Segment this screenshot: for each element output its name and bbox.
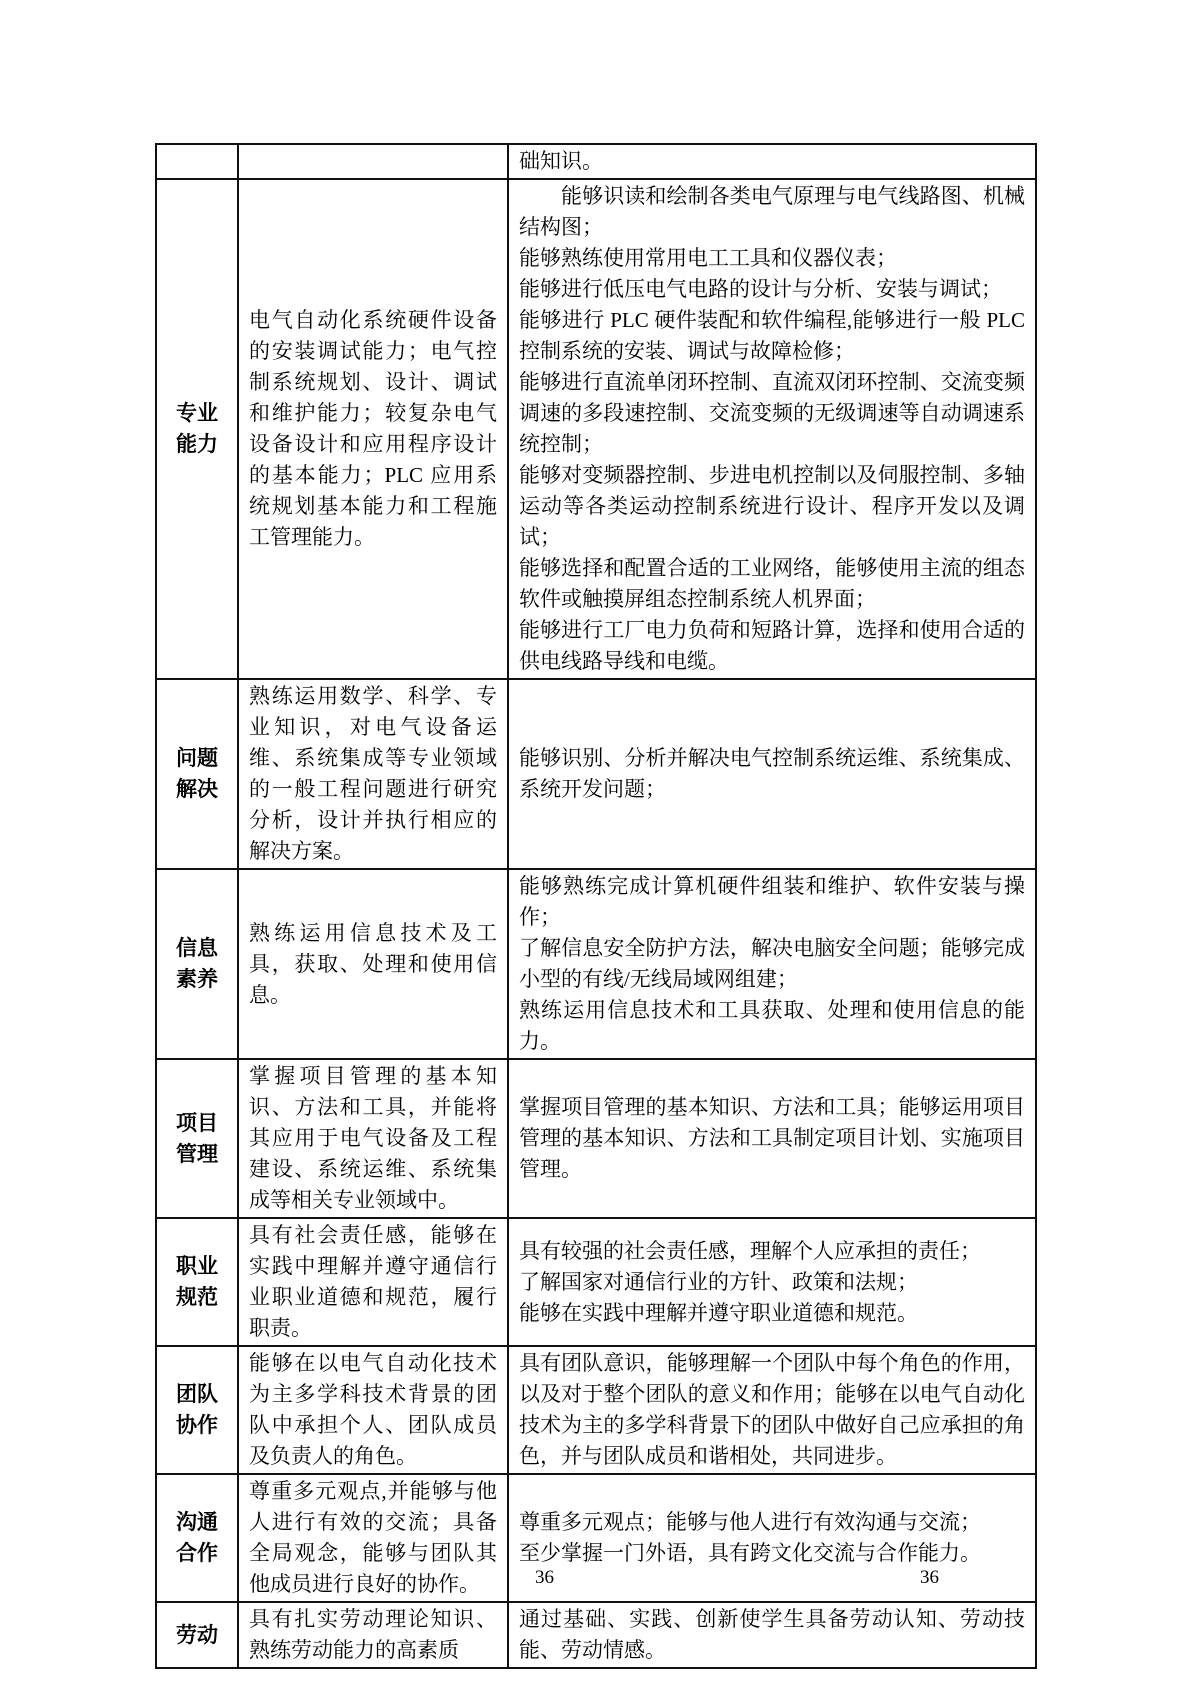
row-general-description	[238, 869, 508, 1059]
row-general-description	[238, 1474, 508, 1602]
table-row	[156, 1602, 1036, 1668]
description-paragraph: 熟练运用数学、科学、专业知识，对电气设备运维、系统集成等专业领域的一般工程问题进行研究分析，设计并执行相应的解决方案。	[249, 684, 497, 863]
row-detail-requirements	[508, 1059, 1036, 1218]
description-paragraph: 电气自动化系统硬件设备的安装调试能力；电气控制系统规划、设计、调试和维护能力；较复杂电气设备设计和应用程序设计的基本能力；PLC 应用系统规划基本能力和工程施工管理能力。	[249, 308, 497, 549]
detail-paragraph: 能够进行 PLC 硬件装配和软件编程,能够进行一般 PLC 控制系统的安装、调试与故障检修；	[519, 308, 1025, 363]
row-detail-requirements	[508, 1346, 1036, 1474]
detail-paragraph: 能够熟练完成计算机硬件组装和维护、软件安装与操作；	[519, 874, 1025, 929]
detail-paragraph: 通过基础、实践、创新使学生具备劳动认知、劳动技能、劳动情感。	[519, 1607, 1025, 1662]
description-paragraph: 具有扎实劳动理论知识、熟练劳动能力的高素质	[249, 1607, 497, 1662]
detail-paragraph: 具有团队意识，能够理解一个团队中每个角色的作用，以及对于整个团队的意义和作用；能够在以电气自动化技术为主的多学科背景下的团队中做好自己应承担的角色，并与团队成员和谐相处，共同进步。	[519, 1351, 1025, 1468]
row-detail-requirements	[508, 869, 1036, 1059]
detail-paragraph: 能够对变频器控制、步进电机控制以及伺服控制、多轴运动等各类运动控制系统进行设计、程序开发以及调试；	[519, 463, 1025, 549]
row-label: 沟通合作	[156, 1474, 238, 1602]
detail-paragraph: 能够进行低压电气电路的设计与分析、安装与调试；	[519, 277, 1002, 301]
table-row	[156, 1474, 1036, 1602]
table-row	[156, 679, 1036, 869]
row-label: 团队协作	[156, 1346, 238, 1474]
row-general-description	[238, 1059, 508, 1218]
row-detail-requirements	[508, 144, 1036, 179]
competency-table-body	[156, 144, 1036, 1668]
row-detail-requirements	[508, 1474, 1036, 1602]
table-row	[156, 1218, 1036, 1346]
table-row	[156, 179, 1036, 679]
row-general-description	[238, 1218, 508, 1346]
page-number-right: 36	[920, 1567, 939, 1588]
detail-paragraph: 了解国家对通信行业的方针、政策和法规；	[519, 1269, 918, 1294]
row-label: 项目管理	[156, 1059, 238, 1218]
row-label: 劳动	[156, 1602, 238, 1668]
table-row	[156, 869, 1036, 1059]
row-label: 职业规范	[156, 1218, 238, 1346]
detail-paragraph: 能够选择和配置合适的工业网络，能够使用主流的组态软件或触摸屏组态控制系统人机界面；	[519, 556, 1025, 611]
row-detail-requirements	[508, 679, 1036, 869]
row-general-description	[238, 144, 508, 179]
description-paragraph: 能够在以电气自动化技术为主多学科技术背景的团队中承担个人、团队成员及负责人的角色。	[249, 1351, 497, 1468]
detail-paragraph: 能够在实践中理解并遵守职业道德和规范。	[519, 1300, 918, 1325]
table-row	[156, 1346, 1036, 1474]
detail-paragraph: 熟练运用信息技术和工具获取、处理和使用信息的能力。	[519, 998, 1025, 1053]
row-label	[156, 144, 238, 179]
detail-paragraph: 能够进行直流单闭环控制、直流双闭环控制、交流变频调速的多段速控制、交流变频的无级调速等自动调速系统控制；	[519, 370, 1025, 456]
detail-paragraph: 能够进行工厂电力负荷和短路计算，选择和使用合适的供电线路导线和电缆。	[519, 618, 1025, 673]
detail-paragraph: 能够识别、分析并解决电气控制系统运维、系统集成、系统开发问题；	[519, 746, 1025, 801]
row-label: 问题解决	[156, 679, 238, 869]
row-general-description	[238, 679, 508, 869]
detail-paragraph: 能够识读和绘制各类电气原理与电气线路图、机械结构图；	[519, 184, 1025, 239]
row-general-description	[238, 1602, 508, 1668]
detail-paragraph: 尊重多元观点；能够与他人进行有效沟通与交流；	[519, 1510, 981, 1534]
description-paragraph: 具有社会责任感，能够在实践中理解并遵守通信行业职业道德和规范，履行职责。	[249, 1223, 497, 1340]
table-row	[156, 144, 1036, 179]
detail-paragraph: 具有较强的社会责任感，理解个人应承担的责任；	[519, 1238, 981, 1263]
row-detail-requirements	[508, 1602, 1036, 1668]
detail-paragraph: 掌握项目管理的基本知识、方法和工具；能够运用项目管理的基本知识、方法和工具制定项目计划、实施项目管理。	[519, 1095, 1025, 1181]
row-detail-requirements	[508, 179, 1036, 679]
table-row	[156, 1059, 1036, 1218]
detail-paragraph: 能够熟练使用常用电工工具和仪器仪表；	[519, 246, 897, 270]
detail-paragraph: 至少掌握一门外语，具有跨文化交流与合作能力。	[519, 1541, 981, 1565]
row-detail-requirements	[508, 1218, 1036, 1346]
row-general-description	[238, 179, 508, 679]
description-paragraph: 尊重多元观点,并能够与他人进行有效的交流；具备全局观念，能够与团队其他成员进行良好的协作。	[249, 1479, 497, 1596]
row-label: 信息素养	[156, 869, 238, 1059]
detail-paragraph: 础知识。	[519, 149, 603, 173]
row-label: 专业能力	[156, 179, 238, 679]
description-paragraph: 熟练运用信息技术及工具，获取、处理和使用信息。	[249, 920, 497, 1007]
description-paragraph: 掌握项目管理的基本知识、方法和工具，并能将其应用于电气设备及工程建设、系统运维、系统集成等相关专业领域中。	[249, 1064, 497, 1212]
row-general-description	[238, 1346, 508, 1474]
competency-table	[155, 143, 1037, 1669]
detail-paragraph: 了解信息安全防护方法，解决电脑安全问题；能够完成小型的有线/无线局域网组建；	[519, 936, 1025, 991]
page-number-center: 36	[535, 1567, 554, 1588]
